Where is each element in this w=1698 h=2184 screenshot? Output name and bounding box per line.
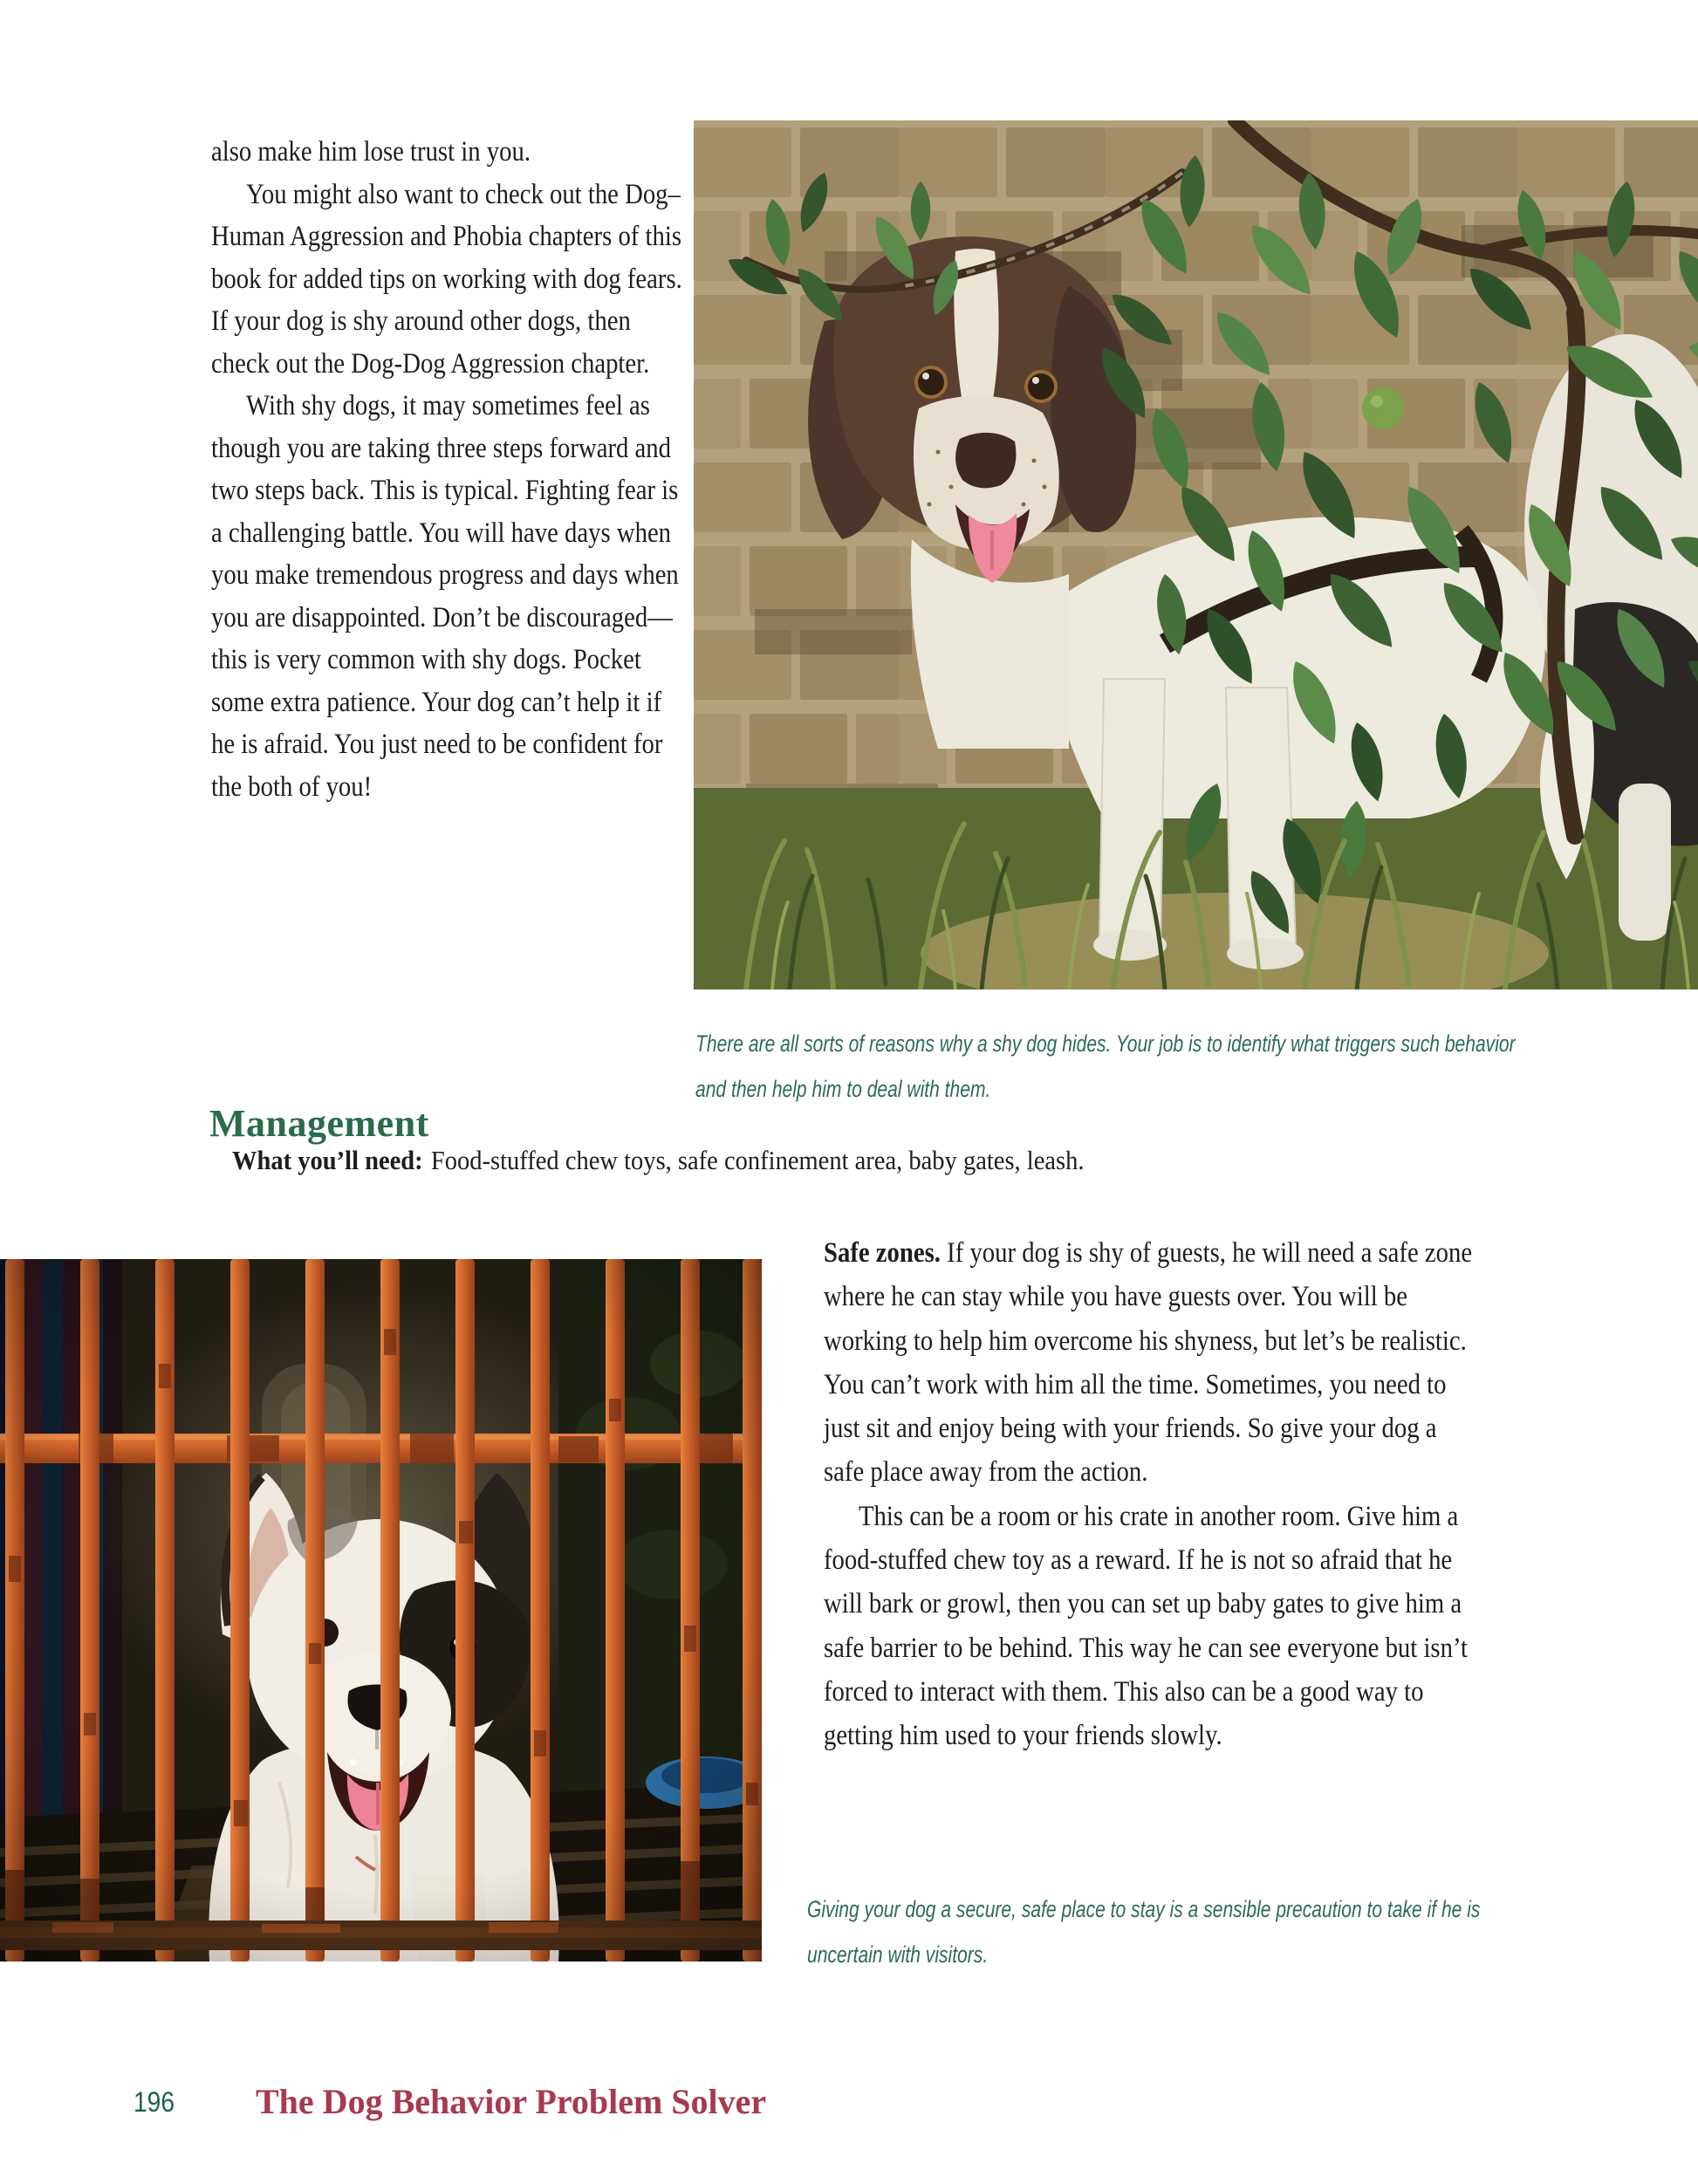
paragraph: You might also want to check out the Dog–Human Aggression and Phobia chapters of this book for added tips on working with dog fears. If your dog is shy around other dogs, then check out the Dog-Dog Aggression chapter.: [211, 178, 682, 380]
page-number: 196: [134, 2086, 175, 2118]
body-text-right-column: [824, 1231, 1475, 1758]
book-title: The Dog Behavior Problem Solver: [256, 2082, 767, 2121]
paragraph: [824, 1231, 1475, 1495]
safe-zones-lead: Safe zones.: [824, 1237, 941, 1269]
puppy-crate-photo: [0, 1259, 762, 1961]
what-youll-need-line: [232, 1145, 1276, 1176]
section-heading: Management: [209, 1102, 429, 1145]
dog-hiding-photo: [694, 120, 1698, 989]
need-items: Food-stuffed chew toys, safe confinement area, baby gates, leash.: [430, 1145, 1085, 1175]
dog-hiding-illustration: [694, 120, 1698, 989]
need-label: What you’ll need:: [232, 1145, 423, 1175]
safe-zones-text: If your dog is shy of guests, he will need a safe zone where he can stay while you have guests over. You will be working to help him overcome his shyness, but let’s be realistic. You can’t work with him all the time. Sometimes, you need to just sit and enjoy being with your friends. So give your dog a safe place away from the action.: [824, 1237, 1473, 1489]
green-apple: [1362, 387, 1404, 429]
photo-caption-2: Giving your dog a secure, safe place to stay is a sensible precaution to take if he is uncertain with visitors.: [807, 1896, 1481, 1968]
paragraph: also make him lose trust in you.: [211, 136, 531, 168]
photo-caption-1: There are all sorts of reasons why a shy dog hides. Your job is to identify what triggers such behavior and then help him to deal with them.: [695, 1030, 1516, 1102]
body-text-left-column: [211, 131, 691, 808]
puppy-crate-illustration: [0, 1259, 762, 1961]
paragraph: With shy dogs, it may sometimes feel as though you are taking three steps forward and two steps back. This is typical. Fighting fear is a challenging battle. You will have days when you make tremendous progress and days when you are disappointed. Don’t be discouraged—this is very common with shy dogs. Pocket some extra patience. Your dog can’t help it if he is afraid. You just need to be confident for the both of you!: [211, 390, 679, 803]
paragraph: This can be a room or his crate in another room. Give him a food-stuffed chew toy as a reward. If he is not so afraid that he will bark or growl, then you can set up baby gates to give him a safe barrier to be behind. This way he can see everyone but isn’t forced to interact with them. This also can be a good way to getting him used to your friends slowly.: [824, 1500, 1468, 1752]
